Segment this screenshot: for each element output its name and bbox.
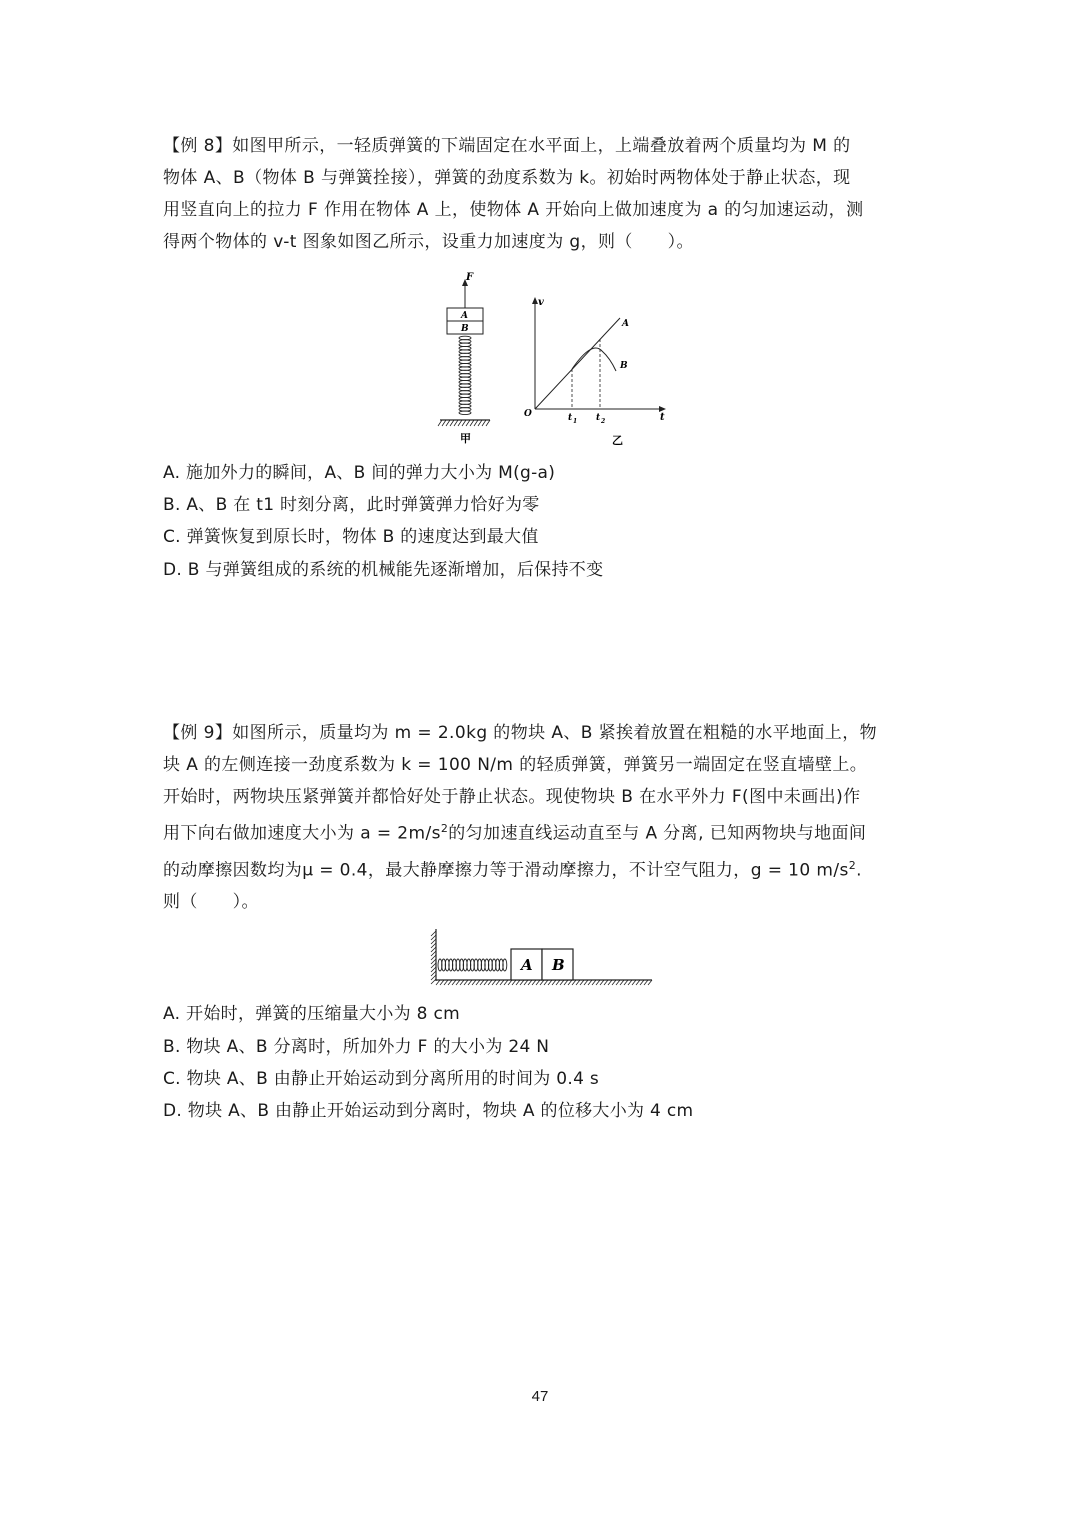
hatch-mark	[636, 980, 640, 985]
label-yi: 乙	[612, 434, 623, 447]
hatch-mark	[648, 980, 652, 985]
wall-hatch	[431, 931, 436, 984]
example8-option-d: D. B 与弹簧组成的系统的机械能先逐渐增加，后保持不变	[163, 560, 604, 580]
hatch-mark	[508, 980, 512, 985]
hatch-mark	[532, 980, 536, 985]
hatch-mark	[640, 980, 644, 985]
example9-line: 块 A 的左侧连接一劲度系数为 k = 100 N/m 的轻质弹簧，弹簧另一端固定在竖直墙壁上。	[163, 755, 868, 775]
hatch-mark	[436, 980, 440, 985]
hatch-mark	[440, 980, 444, 985]
page-number: 47	[531, 1388, 549, 1405]
hatch-mark	[548, 980, 552, 985]
origin-label: O	[524, 409, 532, 419]
hatch-mark	[468, 980, 472, 985]
hatch-mark	[612, 980, 616, 985]
label-jia: 甲	[460, 432, 471, 445]
example8-line: 物体 A、B（物体 B 与弹簧拴接），弹簧的劲度系数为 k。初始时两物体处于静止状态，现	[163, 168, 851, 188]
example8-option-b: B. A、B 在 t1 时刻分离，此时弹簧弹力恰好为零	[163, 495, 540, 515]
block-b-label: B	[461, 324, 469, 334]
curve-a-label: A	[622, 319, 629, 329]
example8-stem	[163, 130, 919, 258]
line4-text: 用下向右做加速度大小为 a = 2m/s	[163, 823, 441, 844]
line5-text-cont: .	[856, 860, 862, 881]
hatch-mark	[446, 420, 450, 426]
hatch-mark	[458, 420, 462, 426]
hatch-mark	[516, 980, 520, 985]
hatch-mark	[600, 980, 604, 985]
example8-figure	[430, 268, 680, 453]
hatch-mark	[496, 980, 500, 985]
hatch-mark	[476, 980, 480, 985]
block-a-label: A	[521, 956, 533, 974]
line4-text-cont: 的匀加速直线运动直至与 A 分离, 已知两物块与地面间	[448, 823, 867, 844]
hatch-mark	[584, 980, 588, 985]
hatch-mark	[616, 980, 620, 985]
hatch-mark	[520, 980, 524, 985]
example8-line: 【例 8】如图甲所示，一轻质弹簧的下端固定在水平面上，上端叠放着两个质量均为 M 的	[163, 136, 851, 156]
hatch-mark	[500, 980, 504, 985]
example9-option-b: B. 物块 A、B 分离时，所加外力 F 的大小为 24 N	[163, 1037, 550, 1057]
hatch-mark	[624, 980, 628, 985]
floor-hatch	[436, 980, 652, 985]
hatch-mark	[588, 980, 592, 985]
hatch-mark	[528, 980, 532, 985]
figure-jia	[438, 272, 490, 445]
hatch-mark	[576, 980, 580, 985]
v-axis-label: v	[538, 297, 544, 308]
hatch-mark	[444, 980, 448, 985]
line4-superscript: 2	[440, 822, 449, 835]
example9-line	[163, 813, 919, 850]
example8-line: 用竖直向上的拉力 F 作用在物体 A 上，使物体 A 开始向上做加速度为 a 的匀加速运动，测	[163, 200, 864, 220]
hatch-mark	[608, 980, 612, 985]
hatch-mark	[480, 980, 484, 985]
hatch-mark	[478, 420, 482, 426]
hatch-mark	[524, 980, 528, 985]
example9-line	[163, 850, 919, 887]
hatch-mark	[568, 980, 572, 985]
spring-coil	[459, 336, 471, 414]
example9-option-a: A. 开始时，弹簧的压缩量大小为 8 cm	[163, 1004, 460, 1024]
hatch-mark	[488, 980, 492, 985]
hatch-mark	[492, 980, 496, 985]
hatch-mark	[620, 980, 624, 985]
hatch-mark	[466, 420, 470, 426]
force-label: F	[466, 272, 474, 283]
example9-line: 开始时，两物块压紧弹簧并都恰好处于静止状态。现使物块 B 在水平外力 F(图中未画出)作	[163, 787, 861, 807]
spring-coil-horizontal	[438, 959, 507, 971]
curve-b-label: B	[620, 361, 628, 371]
ground-hatch	[438, 420, 490, 426]
hatch-mark	[470, 420, 474, 426]
t2-sub: 2	[601, 418, 606, 425]
example9-stem	[163, 717, 919, 918]
t-axis-label: t	[660, 412, 665, 423]
hatch-mark	[464, 980, 468, 985]
block-b-label: B	[552, 956, 565, 974]
example8-option-c: C. 弹簧恢复到原长时，物体 B 的速度达到最大值	[163, 527, 539, 547]
example9-option-d: D. 物块 A、B 由静止开始运动到分离时，物块 A 的位移大小为 4 cm	[163, 1101, 694, 1121]
example8-option-a: A. 施加外力的瞬间，A、B 间的弹力大小为 M(g-a)	[163, 463, 556, 483]
example9-line: 【例 9】如图所示，质量均为 m = 2.0kg 的物块 A、B 紧挨着放置在粗糙的水平地面上，物	[163, 723, 878, 743]
hatch-mark	[504, 980, 508, 985]
hatch-mark	[604, 980, 608, 985]
t1-sub: 1	[573, 418, 578, 425]
hatch-mark	[572, 980, 576, 985]
hatch-mark	[632, 980, 636, 985]
hatch-mark	[536, 980, 540, 985]
example9-figure	[428, 925, 658, 987]
hatch-mark	[438, 420, 442, 426]
line-a	[535, 318, 620, 409]
hatch-mark	[552, 980, 556, 985]
hatch-mark	[454, 420, 458, 426]
line5-superscript: 2	[848, 858, 857, 872]
t2-label: t	[596, 413, 601, 423]
hatch-mark	[448, 980, 452, 985]
hatch-mark	[452, 980, 456, 985]
hatch-mark	[556, 980, 560, 985]
block-a-label: A	[461, 311, 468, 321]
hatch-mark	[462, 420, 466, 426]
line5-text: 的动摩擦因数均为μ = 0.4，最大静摩擦力等于滑动摩擦力，不计空气阻力，g = 10 m/s	[163, 860, 849, 881]
curve-b	[572, 348, 616, 371]
hatch-mark	[484, 980, 488, 985]
hatch-mark	[472, 980, 476, 985]
example8-line: 得两个物体的 v-t 图象如图乙所示，设重力加速度为 g，则（ ）。	[163, 232, 694, 252]
hatch-mark	[544, 980, 548, 985]
hatch-mark	[580, 980, 584, 985]
example9-option-c: C. 物块 A、B 由静止开始运动到分离所用的时间为 0.4 s	[163, 1069, 600, 1089]
hatch-mark	[482, 420, 486, 426]
t1-label: t	[568, 413, 573, 423]
hatch-mark	[486, 420, 490, 426]
hatch-mark	[628, 980, 632, 985]
hatch-mark	[596, 980, 600, 985]
hatch-mark	[456, 980, 460, 985]
hatch-mark	[474, 420, 478, 426]
hatch-mark	[592, 980, 596, 985]
hatch-mark	[442, 420, 446, 426]
hatch-mark	[460, 980, 464, 985]
hatch-mark	[644, 980, 648, 985]
hatch-mark	[564, 980, 568, 985]
figure-yi	[524, 297, 666, 447]
hatch-mark	[540, 980, 544, 985]
hatch-mark	[512, 980, 516, 985]
example9-line: 则（ ）。	[163, 892, 259, 913]
hatch-mark	[450, 420, 454, 426]
hatch-mark	[560, 980, 564, 985]
